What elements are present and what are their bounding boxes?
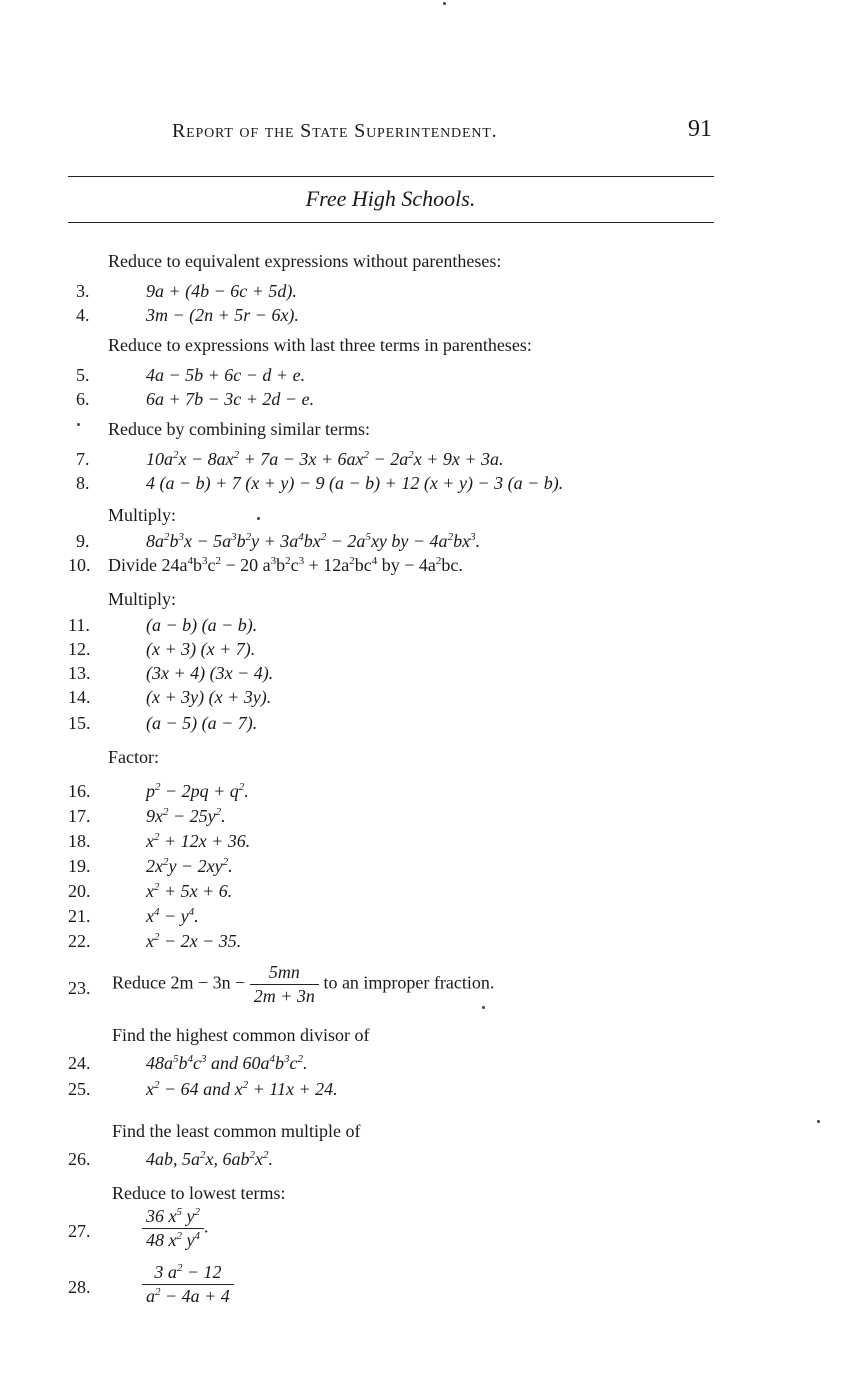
problem-26: 4ab, $5a^2x$, $6ab^2x^2$. <box>146 1149 273 1169</box>
problem-5: 4a − 5b + 6c − d + e. <box>146 365 306 385</box>
scan-speck <box>77 423 80 426</box>
scan-speck <box>257 517 260 520</box>
problem-13: (3x + 4) (3x − 4). <box>146 663 274 683</box>
problem-number: 15. <box>68 713 91 733</box>
problem-20: $x^2 + 5x + 6$. <box>146 881 233 901</box>
scan-speck <box>817 1120 820 1123</box>
instruction-factor: Factor: <box>108 747 159 767</box>
problem-28 <box>142 1262 234 1307</box>
problem-11: (a − b) (a − b). <box>146 615 258 635</box>
page-number: 91 <box>688 116 712 142</box>
problem-17: $9x^2 - 25y^2$. <box>146 806 226 826</box>
problem-7: $10a^2x - 8ax^2 + 7a - 3x + 6ax^2 - 2a^2x + 9x + 3a$. <box>146 449 504 469</box>
section-title: Free High Schools. <box>305 186 476 211</box>
problem-number: 12. <box>68 639 91 659</box>
problem-number: 24. <box>68 1053 91 1073</box>
bottom-rule <box>68 222 714 223</box>
instruction-multiply: Multiply: <box>108 589 177 609</box>
problem-number: 21. <box>68 906 91 926</box>
problem-number: 8. <box>76 473 90 493</box>
problem-number: 13. <box>68 663 91 683</box>
problem-15: (a − 5) (a − 7). <box>146 713 258 733</box>
problem-number: 25. <box>68 1079 91 1099</box>
problem-10: Divide $24a^4b^3c^2 - 20$ $a^3b^2c^3 + 12a^2bc^4$ by − $4a^2bc$. <box>108 555 463 575</box>
problem-22: $x^2 - 2x - 35$. <box>146 931 242 951</box>
problem-4: 3m − (2n + 5r − 6x). <box>146 305 299 325</box>
problem-number: 7. <box>76 449 90 469</box>
problem-number: 28. <box>68 1277 91 1297</box>
instruction-lowest-terms: Reduce to lowest terms: <box>112 1183 286 1203</box>
problem-number: 9. <box>76 531 90 551</box>
problem-number: 19. <box>68 856 91 876</box>
problem-8: 4 (a − b) + 7 (x + y) − 9 (a − b) + 12 (x + y) − 3 (a − b). <box>146 473 564 493</box>
instruction-multiply: Multiply: <box>108 505 177 525</box>
problem-number: 14. <box>68 687 91 707</box>
problem-number: 16. <box>68 781 91 801</box>
problem-23: Reduce 2m − 3n − $\frac{5mn}{2m + 3n}$ to an improper fraction. <box>112 962 495 1006</box>
instruction-remove-parentheses: Reduce to equivalent expressions without parentheses: <box>108 251 502 271</box>
problem-number: 3. <box>76 281 90 301</box>
problem-19: $2x^2y - 2xy^2$. <box>146 856 233 876</box>
problem-number: 11. <box>68 615 90 635</box>
problem-number: 20. <box>68 881 91 901</box>
problem-number: 26. <box>68 1149 91 1169</box>
problem-number: 4. <box>76 305 90 325</box>
scan-speck <box>482 1006 485 1009</box>
top-rule <box>68 176 714 177</box>
fraction: $\frac{36 x^5 y^2}{48 x^2 y^4}$ <box>142 1206 204 1251</box>
problem-16: $p^2 - 2pq + q^2$. <box>146 781 249 801</box>
problem-18: $x^2 + 12x + 36$. <box>146 831 251 851</box>
scan-speck <box>443 2 446 5</box>
fraction: $\frac{5mn}{2m + 3n}$ <box>250 962 319 1007</box>
instruction-lcm: Find the least common multiple of <box>112 1121 361 1141</box>
running-header: Report of the State Superintendent. <box>172 120 498 142</box>
problem-12: (x + 3) (x + 7). <box>146 639 256 659</box>
problem-number: 17. <box>68 806 91 826</box>
instruction-hcd: Find the highest common divisor of <box>112 1025 370 1045</box>
problem-24: $48a^5b^4c^3$ and $60a^4b^3c^2$. <box>146 1053 308 1073</box>
problem-number: 6. <box>76 389 90 409</box>
problem-number: 22. <box>68 931 91 951</box>
problem-27: $\frac{36 x^5 y^2}{48 x^2 y^4}$ . <box>142 1206 209 1251</box>
problem-number: 5. <box>76 365 90 385</box>
problem-25: $x^2 - 64$ and $x^2 + 11x + 24$. <box>146 1079 338 1099</box>
problem-21: $x^4 - y^4$. <box>146 906 199 926</box>
problem-3: 9a + (4b − 6c + 5d). <box>146 281 297 301</box>
instruction-combine-terms: Reduce by combining similar terms: <box>108 419 370 439</box>
problem-9: $8a^2b^3x - 5a^3b^2y + 3a^4bx^2 - 2a^5xy$ by − $4a^2bx^3$. <box>146 531 481 551</box>
problem-14: (x + 3y) (x + 3y). <box>146 687 272 707</box>
instruction-last-three-terms: Reduce to expressions with last three terms in parentheses: <box>108 335 532 355</box>
problem-number: 18. <box>68 831 91 851</box>
problem-number: 27. <box>68 1221 91 1241</box>
problem-number: 23. <box>68 978 91 998</box>
fraction: $\frac{3 a^2 - 12}{a^2 - 4a + 4}$ <box>142 1262 234 1307</box>
problem-number: 10. <box>68 555 91 575</box>
problem-6: 6a + 7b − 3c + 2d − e. <box>146 389 315 409</box>
